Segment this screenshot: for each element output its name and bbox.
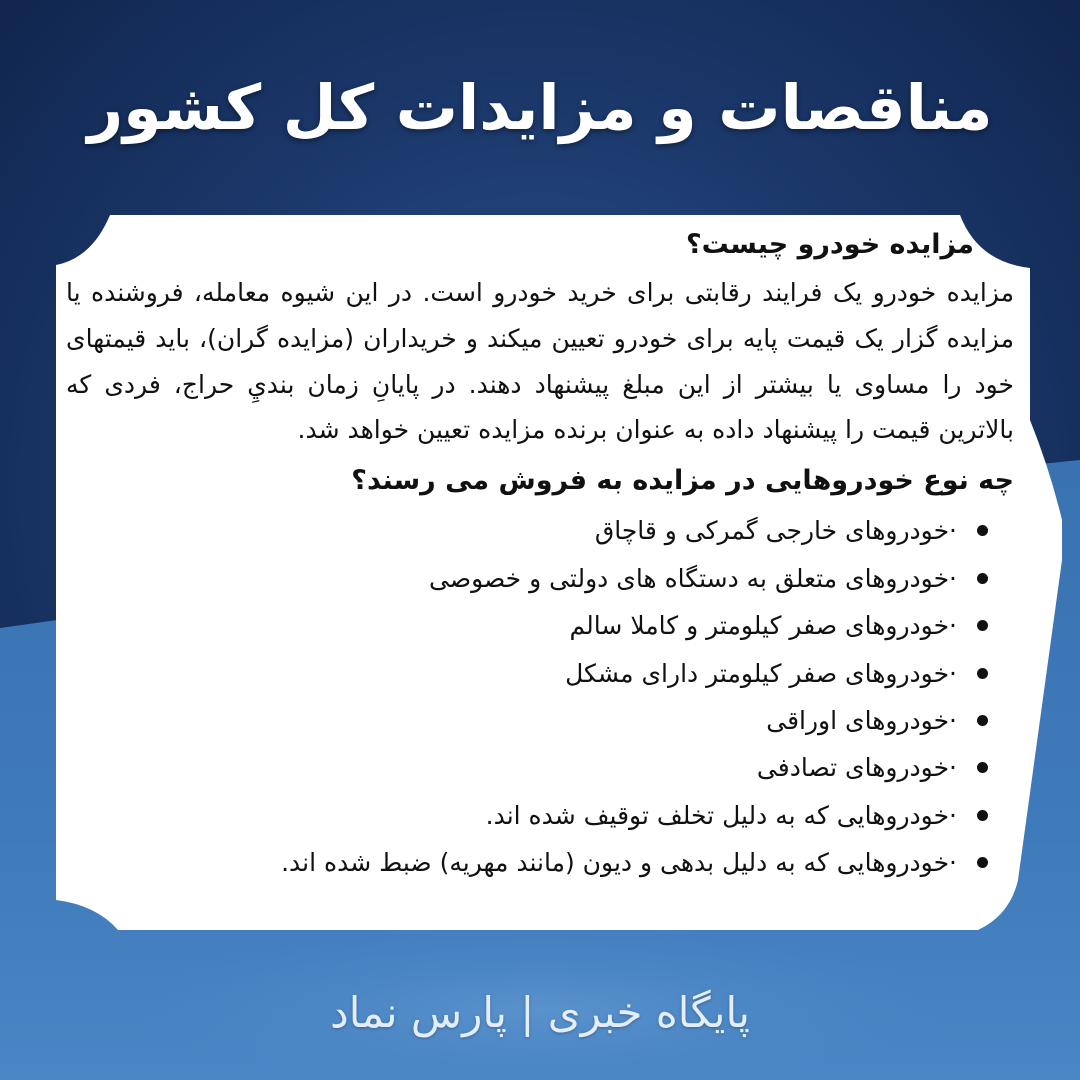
list-item <box>66 744 1014 791</box>
bullet-icon <box>977 810 988 821</box>
bullet-icon <box>977 715 988 726</box>
list-item-text: ·خودروهایی که به دلیل بدهی و دیون (مانند مهریه) ضبط شده اند. <box>281 848 957 878</box>
footer-brand: پایگاه خبری | پارس نماد <box>330 987 750 1037</box>
list-item <box>66 555 1014 602</box>
list-item <box>66 792 1014 839</box>
bullet-icon <box>977 668 988 679</box>
list-item-text: ·خودروهای صفر کیلومتر دارای مشکل <box>565 658 957 688</box>
list-item-text: ·خودروهایی که به دلیل تخلف توقیف شده اند. <box>485 800 957 830</box>
list-item <box>66 649 1014 696</box>
card-content <box>66 222 1014 922</box>
list-item <box>66 697 1014 744</box>
bullet-icon <box>977 525 988 536</box>
list-item-text: ·خودروهای تصادفی <box>756 753 957 783</box>
bullet-icon <box>977 620 988 631</box>
vehicle-type-list <box>66 507 1014 886</box>
list-item-text: ·خودروهای اوراقی <box>766 705 957 735</box>
question-heading-2: چه نوع خودروهایی در مزایده به فروش می رسند؟ <box>351 465 1014 497</box>
list-item-text: ·خودروهای متعلق به دستگاه های دولتی و خصوصی <box>429 563 957 593</box>
bullet-icon <box>977 762 988 773</box>
bullet-icon <box>977 573 988 584</box>
list-item-text: ·خودروهای خارجی گمرکی و قاچاق <box>594 516 957 546</box>
description-paragraph: مزایده خودرو یک فرایند رقابتی برای خرید خودرو است. در این شیوه معامله، فروشنده یا مزایده گزار یک قیمت پایه برای خودرو تعیین میکند و خریداران (مزایده گران)، باید قیمتهای خود را مساوی یا بیشتر از این مبلغ پیشنهاد دهند. در پایانِ زمان بنديِ حراج، فردی که بالاترین قیمت را پیشنهاد داده به عنوان برنده مزایده تعیین خواهد شد. <box>66 278 1014 445</box>
list-item <box>66 839 1014 886</box>
bullet-icon <box>977 857 988 868</box>
page-title: مناقصات و مزایدات کل کشور <box>87 70 993 144</box>
list-item <box>66 602 1014 649</box>
list-item-text: ·خودروهای صفر کیلومتر و کاملا سالم <box>569 611 957 641</box>
list-item <box>66 507 1014 554</box>
question-heading-1: مزایده خودرو چیست؟ <box>685 229 974 260</box>
